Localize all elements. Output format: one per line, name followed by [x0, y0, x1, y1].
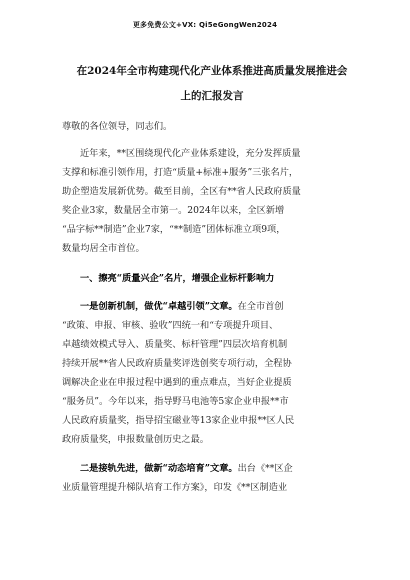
point-2-first-line [80, 462, 293, 476]
section-heading: 一、擦亮“质量兴企”名片，增强企业标杆影响力 [80, 273, 275, 284]
point-2-line: 业质量管理提升梯队培育工作方案》，印发《**区制造业 [62, 482, 288, 493]
point-2-first-line-rest: 出台《**区企 [237, 463, 293, 474]
intro-line: 支撑和标准引领作用，打造“质量+标准+服务”三张名片， [62, 167, 299, 178]
point-1-line: “政策、申报、审核、验收”四统一和“专项提升项目、 [62, 320, 279, 331]
header-note: 更多免费公文+VX: Qi5eGongWen2024 [132, 21, 278, 29]
point-1-line: 政府质量奖，申报数量创历史之最。 [62, 434, 209, 445]
intro-line: 助企塑造发展新优势。截至目前，全区有**省人民政府质量 [62, 186, 301, 197]
salutation: 尊敬的各位领导，同志们。 [62, 121, 173, 132]
point-1-line: 调解决企业在申报过程中遇到的重点难点，当好企业提质 [62, 377, 292, 388]
intro-line: 数量均居全市首位。 [62, 243, 145, 254]
point-1-first-line-rest: 在全市首创 [237, 301, 284, 312]
intro-line: 近年来，**区围绕现代化产业体系建设，充分发挥质量 [80, 148, 301, 159]
intro-line: “品字标**制造”企业7家，“**制造”团体标准立项9项， [62, 224, 286, 235]
intro-line: 奖企业3家，数量居全市第一。2024年以来，全区新增 [62, 205, 285, 216]
document-title-line-1: 在2024年全市构建现代化产业体系推进高质量发展推进会 [76, 65, 348, 77]
point-1-lead: 一是创新机制，做优“卓越引领”文章。 [80, 301, 238, 312]
point-1-line: “服务员”。今年以来，指导野马电池等5家企业申报**市 [62, 396, 289, 407]
point-2-lead: 二是接轨先进，做新“动态培育”文章。 [80, 463, 238, 474]
point-1-line: 卓越绩效模式导入、质量奖、标杆管理”四层次培育机制 [62, 339, 288, 350]
point-1-line: 持续开展**省人民政府质量奖评选创奖专项行动，全程协 [62, 358, 292, 369]
document-title-line-2: 上的汇报发言 [180, 90, 244, 102]
point-1-line: 人民政府质量奖，指导招宝磁业等13家企业申报**区人民 [62, 415, 295, 426]
point-1-first-line [80, 300, 284, 314]
